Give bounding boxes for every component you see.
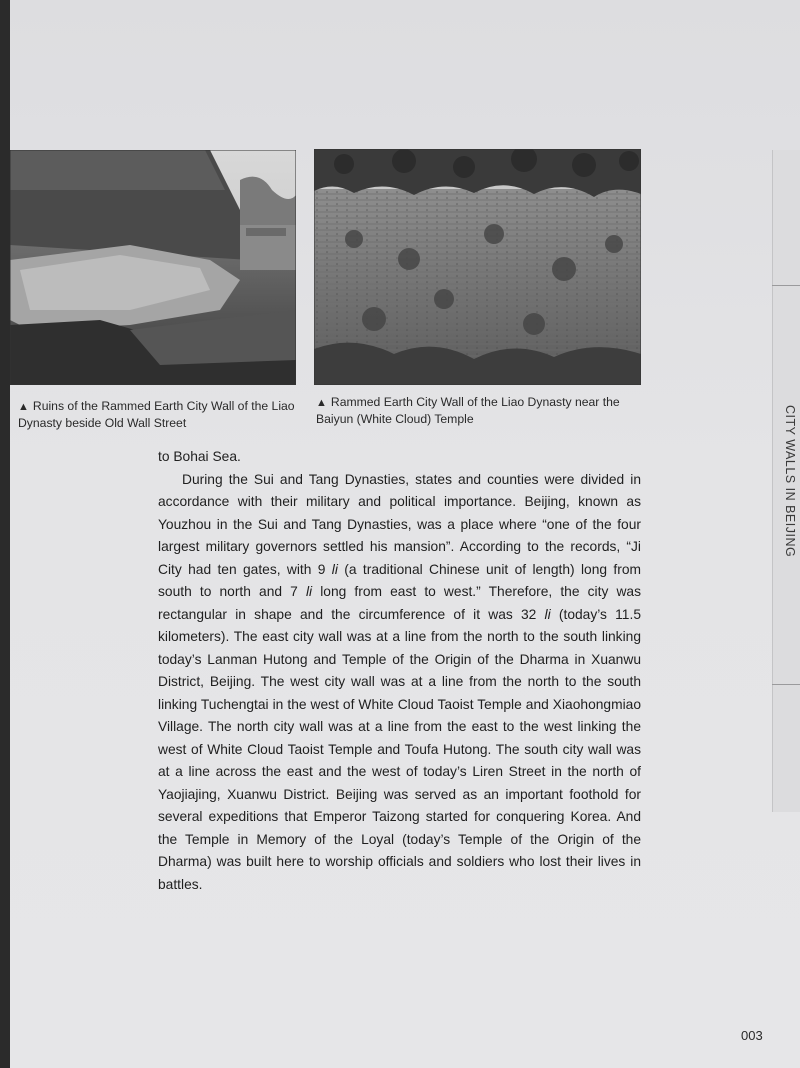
side-tab-divider <box>772 285 800 286</box>
li-unit: li <box>305 584 313 599</box>
li-unit: li <box>331 561 338 577</box>
paragraph-sui-tang-part-a: During the Sui and Tang Dynasties, states and counties were divided in accordance with their military and political importance. Beijing, known as Youzhou in the Sui and Tang Dynasties, was a place where “one of the four largest military governors settled his mansion”. According to the records, “Ji City had ten gates, with 9 <box>158 471 641 577</box>
triangle-marker-icon: ▲ <box>18 401 29 413</box>
photo-caption-left-text: Ruins of the Rammed Earth City Wall of the Liao Dynasty beside Old Wall Street <box>18 399 295 430</box>
page-number: 003 <box>741 1028 763 1043</box>
chapter-side-label: CITY WALLS IN BEIJING <box>783 405 797 558</box>
triangle-marker-icon: ▲ <box>316 397 327 409</box>
photo-caption-left <box>18 398 310 431</box>
photo-caption-right <box>316 394 650 427</box>
side-tab-divider <box>772 684 800 685</box>
paragraph-sui-tang-part-d: (today’s 11.5 kilometers). The east city wall was at a line from the north to the south linking today’s Lanman Hutong and Temple of the Origin of the Dharma in Xuanwu District, Beijing. The west city wall was at a line from the north to the south linking Tuchengtai in the west of White Cloud Taoist Temple and Xiaohongmiao Village. The north city wall was at a line from the east to the west linking the west of White Cloud Taoist Temple and Toufa Hutong. The south city wall was at a line across the east and the west of today’s Liren Street in the north of Yaojiajing, Xuanwu District. Beijing was served as an important foothold for several expeditions that Emperor Taizong started for conquering Korea. And the Temple in Memory of the Loyal (today’s Temple of the Origin of the Dharma) was built here to worship officials and soldiers who lost their lives in battles. <box>158 606 641 892</box>
paragraph-sui-tang-part-b: (a traditional Chinese unit of length) long from south to north and 7 <box>158 561 641 599</box>
photo-wall-ruins-image <box>10 150 296 385</box>
paragraph-sui-tang-part-c: long from east to west.” Therefore, the city was rectangular in shape and the circumference of it was 32 <box>158 584 641 622</box>
photo-wall-ruins-old-wall-street <box>10 150 296 385</box>
paragraph-continuation: to Bohai Sea. <box>158 449 241 464</box>
photo-wall-baiyun-image <box>314 149 641 385</box>
book-page <box>10 0 800 1068</box>
paragraph-sui-tang <box>158 469 641 897</box>
photo-wall-baiyun-temple <box>314 149 641 385</box>
photo-caption-right-text: Rammed Earth City Wall of the Liao Dynasty near the Baiyun (White Cloud) Temple <box>316 395 620 426</box>
li-unit: li <box>544 606 551 622</box>
body-text <box>158 446 641 896</box>
